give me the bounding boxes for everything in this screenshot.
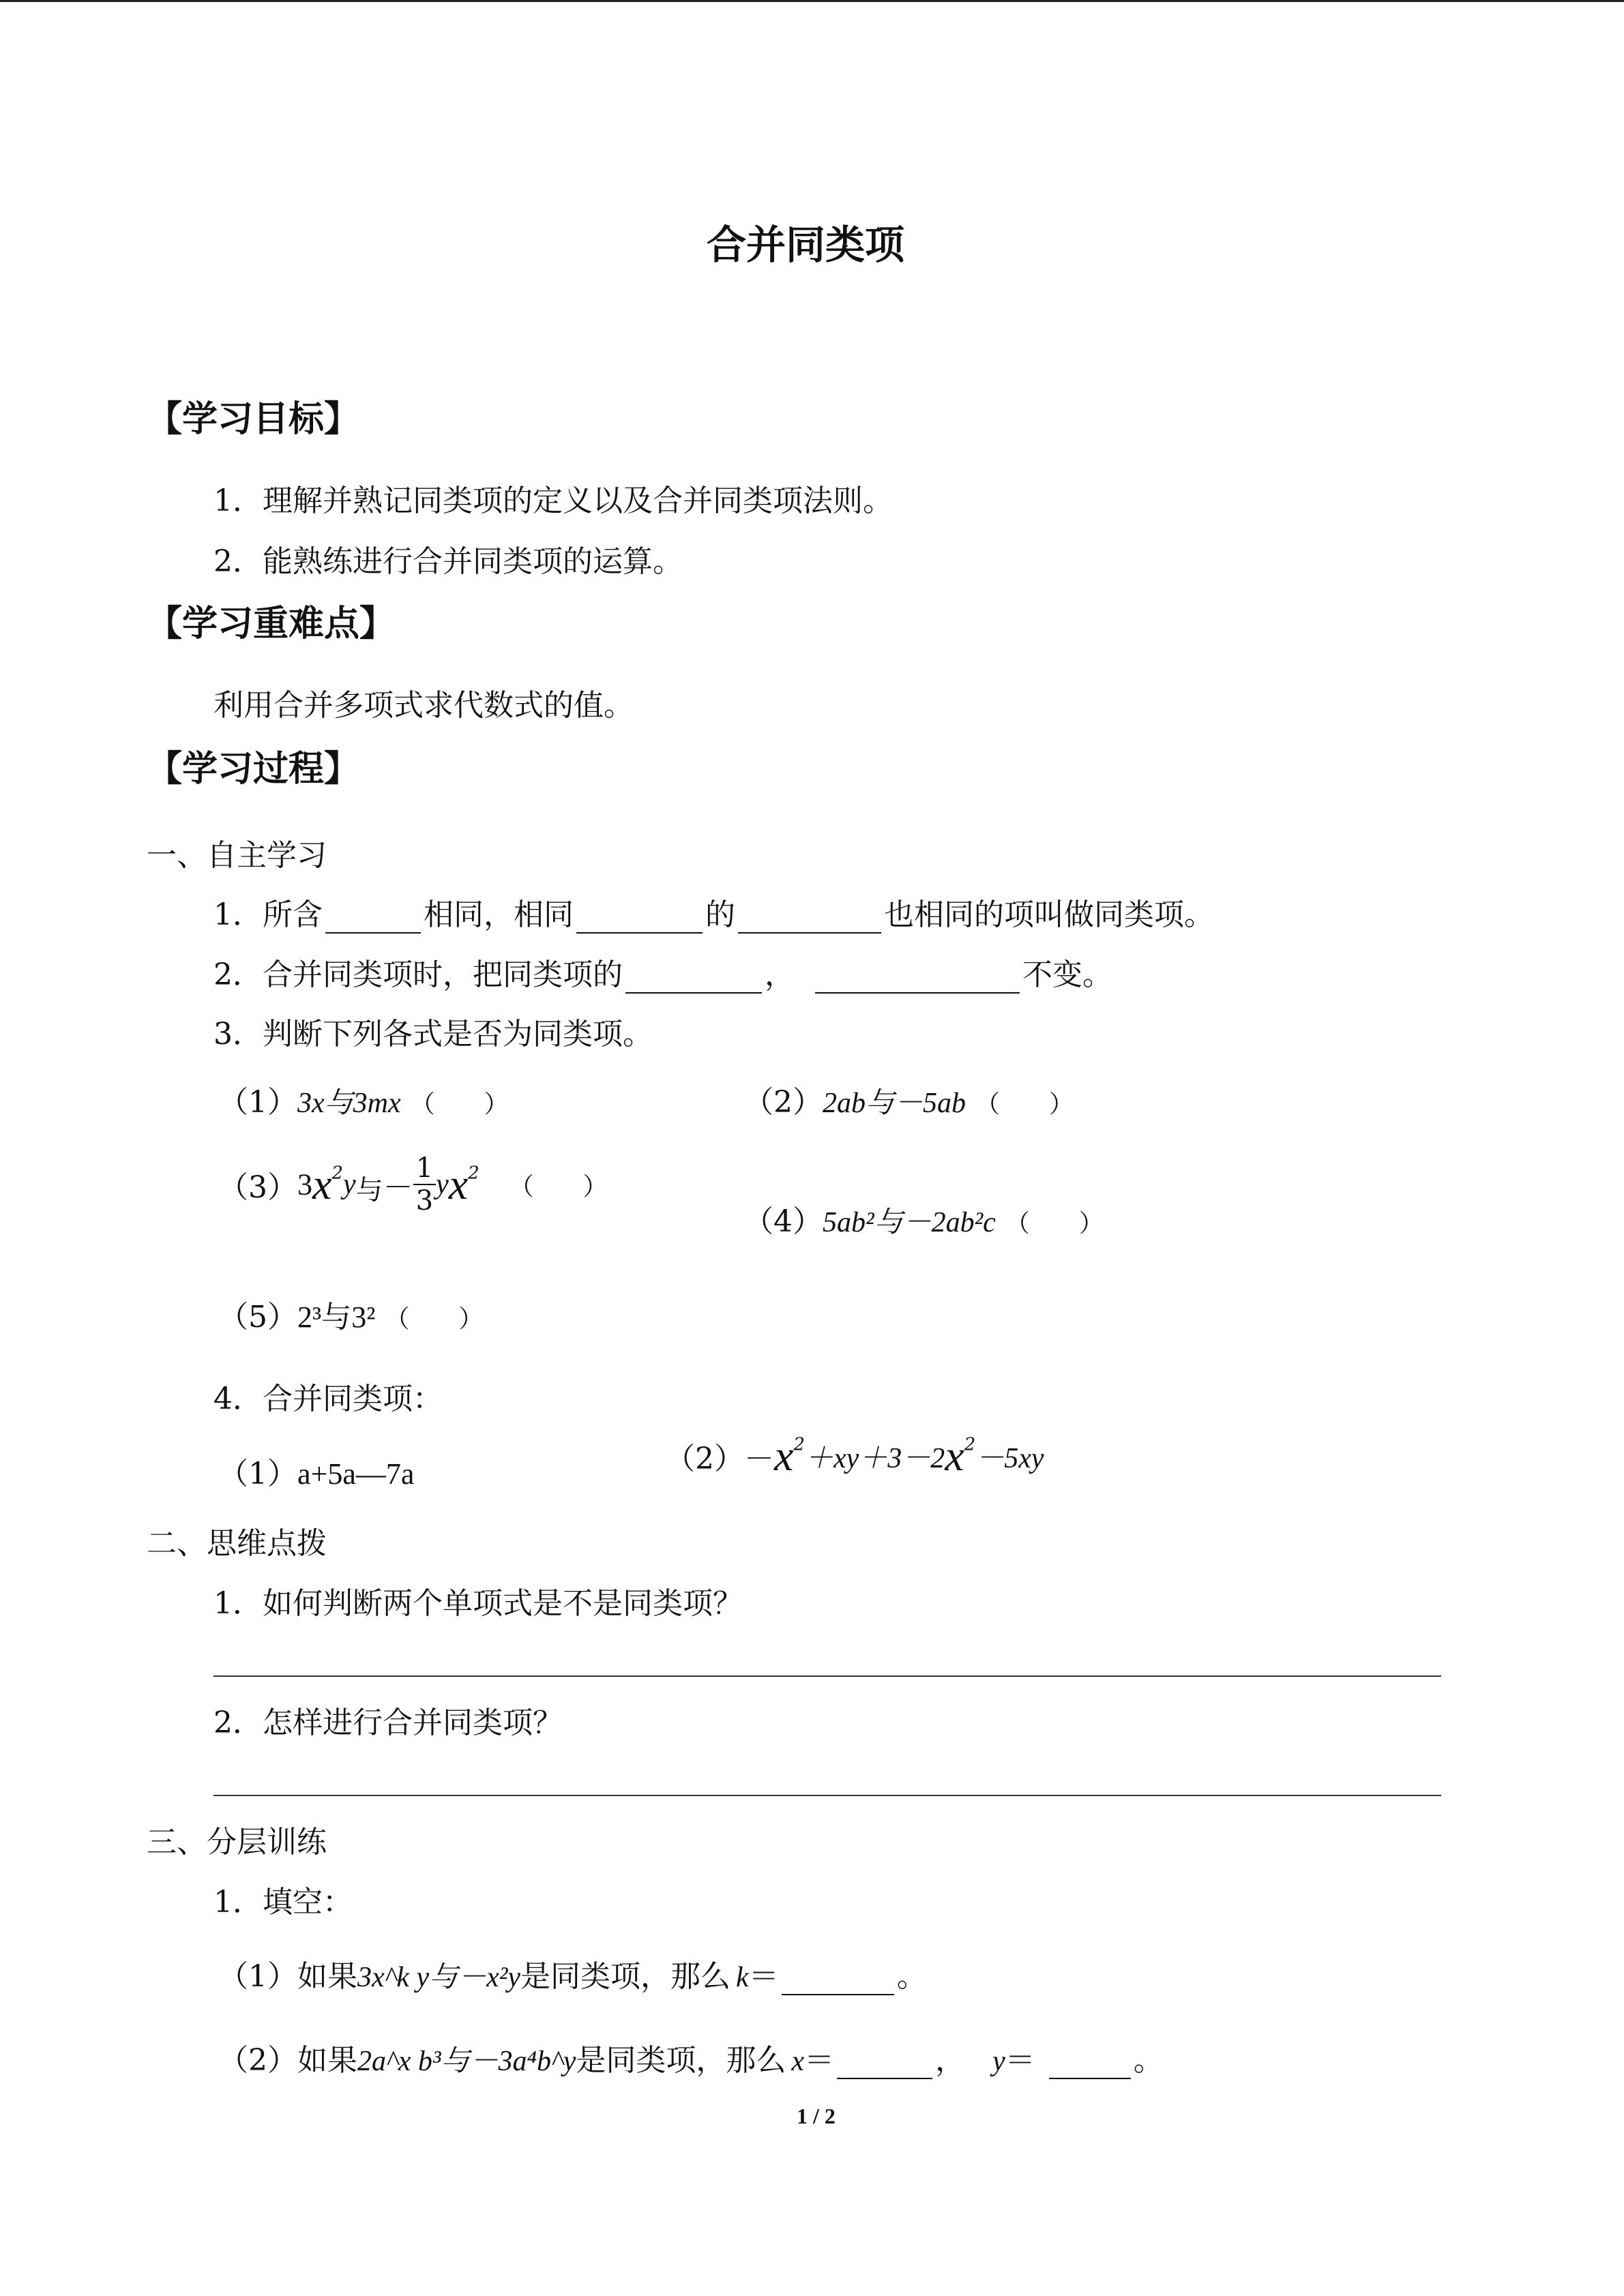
fill-text-b: 是同类项，那么 bbox=[576, 2043, 786, 2078]
answer-blank[interactable] bbox=[576, 902, 703, 934]
judge-answer-paren[interactable]: （ ） bbox=[385, 1305, 484, 1332]
fill-item-1 bbox=[218, 1952, 927, 1995]
page-title: 合并同类项 bbox=[707, 222, 905, 268]
minus-sign: － bbox=[744, 1442, 774, 1476]
section-goals-heading: 【学习目标】 bbox=[147, 399, 360, 440]
exponent: 2 bbox=[468, 1163, 479, 1184]
judge-item-5 bbox=[218, 1292, 483, 1336]
var-x: x bbox=[774, 1431, 794, 1480]
judge-item-4 bbox=[743, 1197, 1104, 1240]
key-point: 利用合并多项式求代数式的值。 bbox=[213, 688, 634, 723]
item-label: （2） bbox=[665, 1442, 744, 1476]
item-expression: 2a^x b³与－3a⁴b^y bbox=[357, 2046, 576, 2077]
section-key-heading: 【学习重难点】 bbox=[147, 603, 396, 644]
comma: ， bbox=[935, 2043, 966, 2078]
answer-blank[interactable] bbox=[325, 902, 421, 934]
judge-answer-paren[interactable]: （ ） bbox=[509, 1172, 608, 1200]
part2-q2: 2．怎样进行合并同类项？ bbox=[213, 1705, 563, 1740]
answer-blank[interactable] bbox=[815, 962, 1020, 994]
answer-line[interactable] bbox=[213, 1675, 1441, 1677]
item-label: （5） bbox=[218, 1300, 297, 1335]
item-expression: 3x与3mx bbox=[297, 1088, 401, 1119]
item-label: （2） bbox=[743, 1085, 823, 1120]
item-label: （4） bbox=[743, 1204, 823, 1239]
coef: 3 bbox=[297, 1167, 312, 1202]
equals-sign: ＝ bbox=[1005, 2044, 1035, 2077]
part2-q1: 1．如何判断两个单项式是不是同类项？ bbox=[213, 1586, 743, 1621]
answer-blank[interactable] bbox=[625, 962, 762, 994]
item-expression: 2ab与－5ab bbox=[823, 1088, 966, 1119]
fill-item-2 bbox=[218, 2036, 1164, 2079]
q1-text-b: 相同，相同 bbox=[424, 897, 574, 932]
part1-q3: 3．判断下列各式是否为同类项。 bbox=[213, 1017, 653, 1052]
answer-line[interactable] bbox=[213, 1795, 1441, 1796]
item-label: （1） bbox=[218, 1457, 297, 1491]
exponent: 2 bbox=[964, 1434, 976, 1455]
combine-item-1 bbox=[218, 1449, 414, 1493]
item-expression: 5ab²与－2ab²c bbox=[823, 1207, 996, 1238]
judge-answer-paren[interactable]: （ ） bbox=[410, 1090, 509, 1118]
q1-text-d: 也相同的项叫做同类项。 bbox=[884, 897, 1214, 932]
equals-sign: ＝ bbox=[804, 2044, 835, 2077]
var-y: y bbox=[342, 1169, 356, 1200]
item-label: （3） bbox=[218, 1170, 297, 1205]
judge-item-1 bbox=[218, 1077, 509, 1121]
part1-q1 bbox=[213, 890, 1214, 934]
answer-blank[interactable] bbox=[1049, 2048, 1131, 2079]
period: 。 bbox=[1133, 2043, 1164, 2078]
var-x: x bbox=[945, 1431, 964, 1480]
part3-heading: 三、分层训练 bbox=[147, 1825, 327, 1860]
numerator: 1 bbox=[413, 1152, 436, 1185]
exponent: 2 bbox=[331, 1163, 343, 1184]
q2-text-a: 2．合并同类项时，把同类项的 bbox=[213, 957, 623, 992]
answer-blank[interactable] bbox=[782, 1964, 894, 1995]
part1-heading: 一、自主学习 bbox=[147, 838, 327, 873]
item-expression: a+5a—7a bbox=[297, 1457, 415, 1491]
item-label: （1） bbox=[218, 1085, 297, 1120]
answer-blank[interactable] bbox=[738, 902, 881, 934]
q2-text-c: 不变。 bbox=[1022, 957, 1112, 992]
minus-sign: － bbox=[383, 1171, 413, 1204]
combine-item-2 bbox=[665, 1431, 1044, 1481]
goal-1: 1．理解并熟记同类项的定义以及合并同类项法则。 bbox=[213, 483, 893, 518]
item-expression: 2³与3² bbox=[297, 1300, 376, 1334]
fill-text-a: （1）如果 bbox=[218, 1959, 357, 1994]
judge-answer-paren[interactable]: （ ） bbox=[975, 1090, 1074, 1118]
period: 。 bbox=[896, 1959, 927, 1994]
expression-tail: －5xy bbox=[975, 1443, 1044, 1474]
page-number: 1 / 2 bbox=[797, 2104, 836, 2128]
var-x: x bbox=[791, 2046, 805, 2077]
exponent: 2 bbox=[793, 1434, 805, 1455]
var-y: y bbox=[992, 2046, 1005, 2077]
conjunction: 与 bbox=[355, 1174, 383, 1206]
var-y: y bbox=[436, 1169, 449, 1200]
part2-heading: 二、思维点拨 bbox=[147, 1526, 327, 1561]
part1-q2 bbox=[213, 950, 1112, 994]
item-expression: 3x^k y与－x²y bbox=[357, 1962, 521, 1993]
answer-blank[interactable] bbox=[837, 2048, 932, 2079]
fraction-one-third bbox=[413, 1152, 436, 1217]
section-process-heading: 【学习过程】 bbox=[147, 749, 360, 790]
equals-sign: ＝ bbox=[748, 1960, 779, 1993]
var-x: x bbox=[448, 1160, 469, 1208]
denominator: 3 bbox=[415, 1185, 434, 1217]
judge-item-2 bbox=[743, 1077, 1074, 1121]
expression-middle: ＋xy＋3－2 bbox=[804, 1443, 945, 1474]
q1-text-c: 的 bbox=[705, 897, 735, 932]
var-x: x bbox=[312, 1160, 332, 1208]
goal-2: 2．能熟练进行合并同类项的运算。 bbox=[213, 544, 683, 579]
part1-q4: 4．合并同类项： bbox=[213, 1382, 443, 1416]
fill-text-b: 是同类项，那么 bbox=[520, 1959, 731, 1994]
q2-text-b: ， bbox=[765, 957, 795, 992]
var-k: k bbox=[736, 1962, 749, 1993]
fill-text-a: （2）如果 bbox=[218, 2043, 357, 2078]
judge-item-3 bbox=[218, 1152, 608, 1217]
q1-text-a: 1．所含 bbox=[213, 897, 323, 932]
part3-q1: 1．填空： bbox=[213, 1885, 353, 1920]
top-border bbox=[0, 0, 1624, 2]
judge-answer-paren[interactable]: （ ） bbox=[1005, 1210, 1104, 1237]
